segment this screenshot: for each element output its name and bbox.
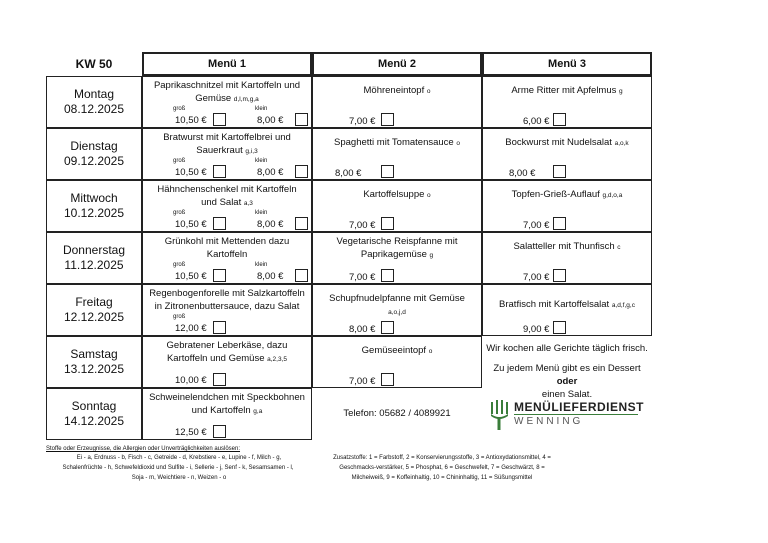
price: 8,00 €: [509, 168, 536, 179]
price: 7,00 €: [349, 220, 376, 231]
allergen-footer-title: Stoffe oder Erzeugnisse, die Allergien oder Unverträglichkeiten auslösen:: [46, 446, 241, 452]
price: 8,00 €: [335, 168, 362, 179]
order-checkbox[interactable]: [381, 321, 394, 334]
additive-footer-line2: Geschmacks-verstärker, 5 = Phosphat, 6 = Geschwefelt, 7 = Geschwärzt, 8 =: [339, 465, 545, 471]
dish-text: Schweinelendchen mit Speckbohnen und Kartoffeln g,a: [149, 392, 305, 416]
dish-text: Möhreneintopf o: [363, 85, 431, 96]
menu2-cell-saturday: [312, 336, 482, 388]
day-name: Donnerstag: [62, 243, 126, 257]
day-cell-sunday: [46, 388, 142, 440]
phone-number[interactable]: Telefon: 05682 / 4089921: [343, 408, 451, 419]
size-klein-label: klein: [255, 106, 268, 112]
order-checkbox[interactable]: [381, 373, 394, 386]
order-checkbox[interactable]: [553, 321, 566, 334]
menu1-cell-tuesday: [142, 128, 312, 180]
order-checkbox-gross[interactable]: [213, 113, 226, 126]
dish-text: Grünkohl mit Mettenden dazu Kartoffeln: [164, 236, 290, 260]
price-gross: 10,50 €: [175, 167, 207, 178]
menu1-cell-monday: [142, 76, 312, 128]
order-checkbox[interactable]: [381, 269, 394, 282]
day-cell-thursday: [46, 232, 142, 284]
price-klein: 8,00 €: [257, 167, 284, 178]
menu1-cell-saturday: [142, 336, 312, 388]
day-cell-saturday: [46, 336, 142, 388]
logo-divider: [514, 414, 638, 415]
day-cell-tuesday: [46, 128, 142, 180]
price: 6,00 €: [523, 116, 550, 127]
order-checkbox[interactable]: [553, 217, 566, 230]
day-name: Dienstag: [70, 139, 118, 153]
dish-text: Kartoffelsuppe o: [363, 189, 431, 200]
price-gross: 10,50 €: [175, 115, 207, 126]
price: 7,00 €: [349, 272, 376, 283]
day-date: 14.12.2025: [63, 414, 125, 428]
size-klein-label: klein: [255, 158, 268, 164]
order-checkbox[interactable]: [381, 217, 394, 230]
menu1-cell-thursday: [142, 232, 312, 284]
day-date: 08.12.2025: [63, 102, 125, 116]
day-name: Mittwoch: [70, 191, 118, 205]
day-cell-friday: [46, 284, 142, 336]
fork-logo-icon: [488, 398, 510, 430]
price-gross: 12,00 €: [175, 323, 207, 334]
allergen-footer-line3: Soja - m, Weichtiere - n, Weizen - o: [131, 475, 227, 481]
menu3-cell-tuesday: [482, 128, 652, 180]
phone-cell: [312, 388, 482, 440]
order-checkbox-klein[interactable]: [295, 113, 308, 126]
price-klein: 8,00 €: [257, 271, 284, 282]
price: 9,00 €: [523, 324, 550, 335]
day-date: 12.12.2025: [63, 310, 125, 324]
menu-3-header: Menü 3: [482, 52, 652, 76]
company-logo: [488, 398, 648, 432]
day-date: 10.12.2025: [63, 206, 125, 220]
dish-text: Hähnchenschenkel mit Kartoffeln und Salat a,3: [157, 184, 297, 208]
allergen-footer-line2: Schalenfrüchte - h, Schwefeldioxid und Sulfite - i, Sellerie - j, Senf - k, Sesamsamen - l,: [62, 465, 294, 471]
order-checkbox-klein[interactable]: [295, 165, 308, 178]
price-gross: 10,50 €: [175, 271, 207, 282]
dish-text: Topfen-Grieß-Auflauf g,d,o,a: [511, 189, 623, 200]
day-name: Samstag: [70, 347, 118, 361]
day-date: 13.12.2025: [63, 362, 125, 376]
price: 7,00 €: [523, 272, 550, 283]
price-gross: 10,50 €: [175, 219, 207, 230]
menu2-cell-wednesday: [312, 180, 482, 232]
dish-text: Salatteller mit Thunfisch c: [513, 241, 621, 252]
order-checkbox[interactable]: [381, 165, 394, 178]
size-gross-label: groß: [173, 210, 186, 216]
order-checkbox-klein[interactable]: [295, 217, 308, 230]
menu-2-header: Menü 2: [312, 52, 482, 76]
price: 7,00 €: [349, 116, 376, 127]
dish-text: Regenbogenforelle mit Salzkartoffeln in Zitronenbuttersauce, dazu Salat: [149, 288, 305, 312]
menu2-cell-friday: [312, 284, 482, 336]
order-checkbox[interactable]: [553, 269, 566, 282]
dish-text: Bratfisch mit Kartoffelsalat a,d,f,g,c: [499, 299, 635, 310]
menu3-cell-wednesday: [482, 180, 652, 232]
dish-text: Arme Ritter mit Apfelmus g: [511, 85, 623, 96]
menu2-cell-tuesday: [312, 128, 482, 180]
notice-fresh: Wir kochen alle Gerichte täglich frisch.: [486, 343, 648, 354]
size-gross-label: groß: [173, 314, 186, 320]
menu3-cell-friday: [482, 284, 652, 336]
logo-title: MENÜLIEFERDIENST: [514, 400, 645, 414]
dish-text: Spaghetti mit Tomatensauce o: [334, 137, 460, 148]
size-gross-label: groß: [173, 158, 186, 164]
day-cell-wednesday: [46, 180, 142, 232]
menu1-cell-wednesday: [142, 180, 312, 232]
day-name: Freitag: [75, 295, 113, 309]
dish-text: Bockwurst mit Nudelsalat a,o,k: [505, 137, 629, 148]
menu-1-header: Menü 1: [142, 52, 312, 76]
order-checkbox[interactable]: [213, 425, 226, 438]
order-checkbox-gross[interactable]: [213, 321, 226, 334]
dish-text: Vegetarische Reispfanne mit Paprikagemüse g: [336, 236, 458, 260]
allergen-footer-line1: Ei - a, Erdnuss - b, Fisch - c, Getreide - d, Krebstiere - e, Lupine - f, Milch - g,: [76, 455, 282, 461]
price-klein: 8,00 €: [257, 219, 284, 230]
day-name: Montag: [73, 87, 115, 101]
additive-footer-line1: Zusatzstoffe: 1 = Farbstoff, 2 = Konservierungsstoffe, 3 = Antioxydationsmittel, 4 =: [333, 455, 551, 461]
order-checkbox-gross[interactable]: [213, 269, 226, 282]
order-checkbox-klein[interactable]: [295, 269, 308, 282]
price: 10,00 €: [175, 375, 207, 386]
order-checkbox[interactable]: [381, 113, 394, 126]
price-klein: 8,00 €: [257, 115, 284, 126]
size-klein-label: klein: [255, 262, 268, 268]
dish-text: Schupfnudelpfanne mit Gemüse a,o,j,d: [329, 293, 465, 316]
week-label: KW 50: [75, 57, 113, 71]
day-name: Sonntag: [71, 399, 117, 413]
menu1-cell-friday: [142, 284, 312, 336]
order-checkbox[interactable]: [213, 373, 226, 386]
order-checkbox-gross[interactable]: [213, 217, 226, 230]
additive-footer-line3: Milcheiweiß, 9 = Koffeinhaltig, 10 = Chininhaltig, 11 = Süßungsmittel: [351, 475, 533, 481]
size-gross-label: groß: [173, 262, 186, 268]
menu1-cell-sunday: [142, 388, 312, 440]
dish-text: Paprikaschnitzel mit Kartoffeln und Gemüse d,l,m,g,a: [153, 80, 301, 104]
menu3-cell-monday: [482, 76, 652, 128]
dish-text: Bratwurst mit Kartoffelbrei und Sauerkraut g,i,3: [163, 132, 291, 156]
menu2-cell-thursday: [312, 232, 482, 284]
price: 8,00 €: [349, 324, 376, 335]
logo-subtitle: WENNING: [514, 416, 584, 427]
notice-dessert: Zu jedem Menü gibt es ein Dessert oder einen Salat.: [493, 363, 641, 400]
order-checkbox[interactable]: [553, 113, 566, 126]
price: 7,00 €: [523, 220, 550, 231]
size-klein-label: klein: [255, 210, 268, 216]
order-checkbox[interactable]: [553, 165, 566, 178]
order-checkbox-gross[interactable]: [213, 165, 226, 178]
price: 7,00 €: [349, 376, 376, 387]
day-cell-monday: [46, 76, 142, 128]
dish-text: Gemüseeintopf o: [361, 345, 433, 356]
size-gross-label: groß: [173, 106, 186, 112]
menu2-cell-monday: [312, 76, 482, 128]
day-date: 11.12.2025: [64, 258, 124, 272]
dish-text: Gebratener Leberkäse, dazu Kartoffeln und Gemüse a,2,3,5: [166, 340, 288, 364]
day-date: 09.12.2025: [63, 154, 125, 168]
price: 12,50 €: [175, 427, 207, 438]
menu3-cell-thursday: [482, 232, 652, 284]
